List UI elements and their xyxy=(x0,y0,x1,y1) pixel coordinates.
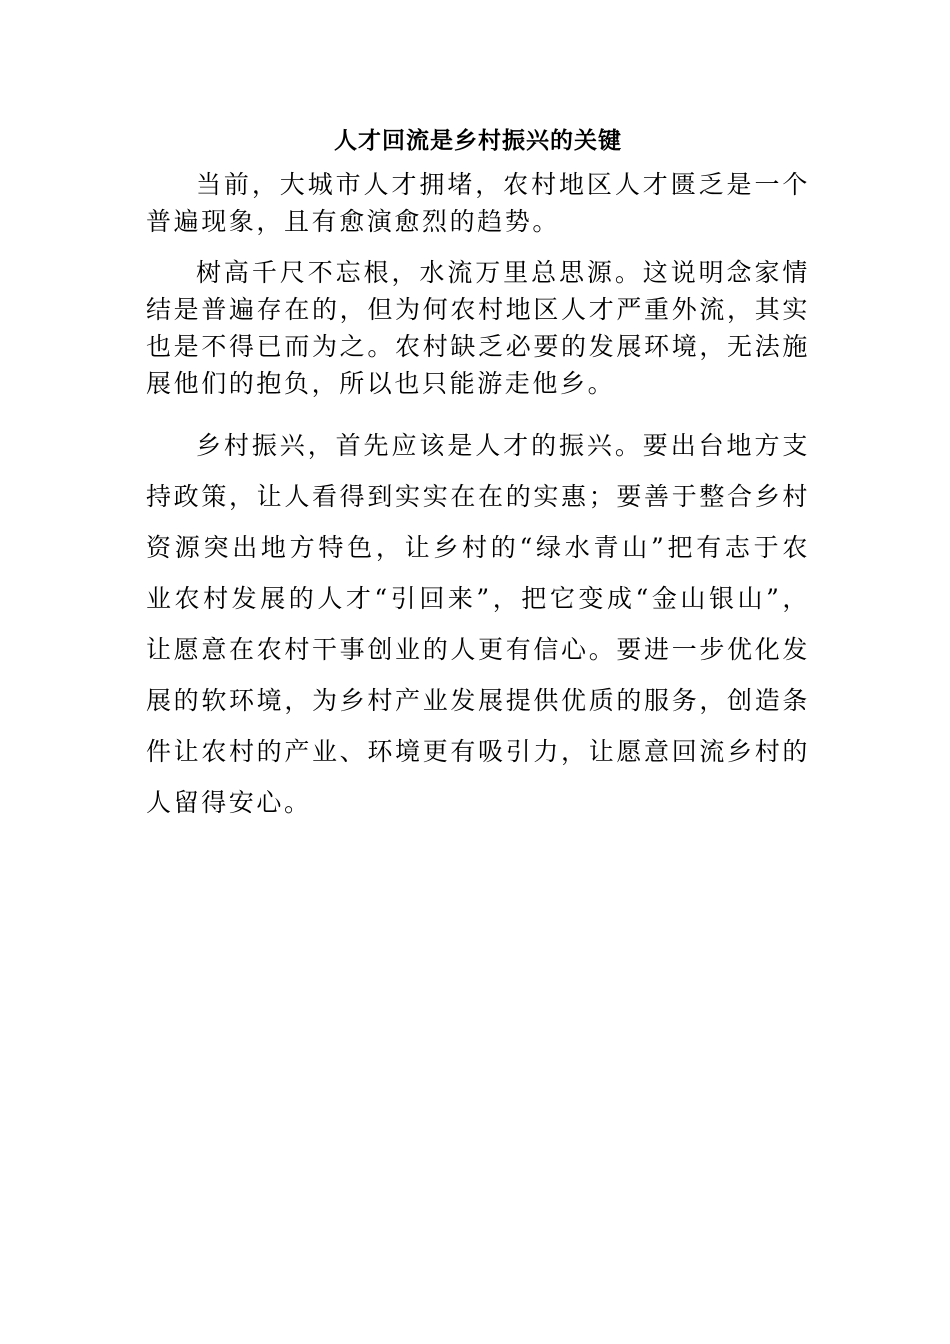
paragraph-2: 树高千尺不忘根，水流万里总思源。这说明念家情结是普遍存在的，但为何农村地区人才严重外流，其实也是不得已而为之。农村缺乏必要的发展环境，无法施展他们的抱负，所以也只能游走他乡。 xyxy=(146,258,810,398)
paragraph-1: 当前，大城市人才拥堵，农村地区人才匮乏是一个普遍现象，且有愈演愈烈的趋势。 xyxy=(146,170,810,236)
paragraph-3: 乡村振兴，首先应该是人才的振兴。要出台地方支持政策，让人看得到实实在在的实惠；要善于整合乡村资源突出地方特色，让乡村的“绿水青山”把有志于农业农村发展的人才“引回来”，把它变成“金山银山”，让愿意在农村干事创业的人更有信心。要进一步优化发展的软环境，为乡村产业发展提供优质的服务，创造条件让农村的产业、环境更有吸引力，让愿意回流乡村的人留得安心。 xyxy=(146,431,810,817)
document-title: 人才回流是乡村振兴的关键 xyxy=(334,127,622,154)
document-body xyxy=(146,122,810,828)
